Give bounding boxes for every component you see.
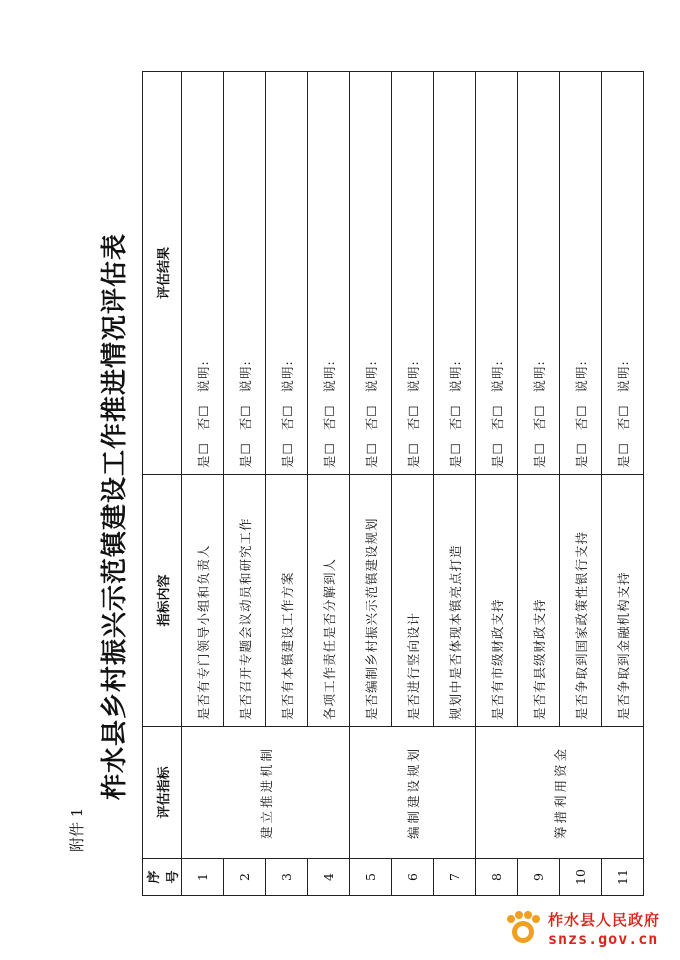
watermark-name: 柞水县人民政府 [548,911,661,929]
note-label: 说明: [447,360,463,393]
no-checkbox[interactable]: 否☐ [447,404,463,431]
no-checkbox[interactable]: 否☐ [573,404,589,431]
note-label: 说明: [279,360,295,393]
row-seq: 8 [476,859,518,896]
yes-checkbox[interactable]: 是☐ [321,442,337,468]
no-checkbox[interactable]: 否☐ [195,404,211,431]
yes-checkbox[interactable]: 是☐ [405,442,421,468]
evaluation-table-container [142,72,644,896]
yes-checkbox[interactable]: 是☐ [573,442,589,468]
note-label: 说明: [363,360,379,393]
no-checkbox[interactable]: 否☐ [489,404,505,431]
row-result [308,72,350,475]
row-seq: 10 [560,859,602,896]
header-category: 评估指标 [143,727,182,859]
note-label: 说明: [321,360,337,393]
yes-checkbox[interactable]: 是☐ [615,442,631,468]
row-indicator: 是否争取到金融机构支持 [602,475,644,727]
row-indicator: 是否有专门领导小组和负责人 [182,475,224,727]
row-result [266,72,308,475]
yes-checkbox[interactable]: 是☐ [489,442,505,468]
annex-label: 附件 1 [68,807,86,852]
row-result [224,72,266,475]
row-indicator: 是否进行竖向设计 [392,475,434,727]
row-result [518,72,560,475]
table-row [476,72,518,896]
row-indicator: 是否召开专题会议动员和研究工作 [224,475,266,727]
yes-checkbox[interactable]: 是☐ [195,442,211,468]
no-checkbox[interactable]: 否☐ [531,404,547,431]
yes-checkbox[interactable]: 是☐ [531,442,547,468]
no-checkbox[interactable]: 否☐ [237,404,253,431]
table-body [182,72,644,896]
no-checkbox[interactable]: 否☐ [615,404,631,431]
yes-checkbox[interactable]: 是☐ [447,442,463,468]
row-indicator: 各项工作责任是否分解到人 [308,475,350,727]
row-indicator: 是否有本镇建设工作方案 [266,475,308,727]
row-result [476,72,518,475]
row-category: 筹措利用资金 [476,727,644,859]
row-indicator: 是否有市级财政支持 [476,475,518,727]
row-category: 建立推进机制 [182,727,350,859]
evaluation-table [142,71,644,896]
note-label: 说明: [195,360,211,393]
row-seq: 6 [392,859,434,896]
no-checkbox[interactable]: 否☐ [321,404,337,431]
row-indicator: 是否争取到国家政策性银行支持 [560,475,602,727]
header-result: 评估结果 [143,72,182,475]
header-indicator: 指标内容 [143,475,182,727]
row-seq: 3 [266,859,308,896]
row-category: 编制建设规划 [350,727,476,859]
row-indicator: 是否编制乡村振兴示范镇建设规划 [350,475,392,727]
no-checkbox[interactable]: 否☐ [363,404,379,431]
row-seq: 2 [224,859,266,896]
row-seq: 7 [434,859,476,896]
row-indicator: 规划中是否体现本镇亮点打造 [434,475,476,727]
row-seq: 1 [182,859,224,896]
note-label: 说明: [615,360,631,393]
note-label: 说明: [237,360,253,393]
no-checkbox[interactable]: 否☐ [405,404,421,431]
row-result [350,72,392,475]
watermark-url: snzs.gov.cn [548,930,659,948]
yes-checkbox[interactable]: 是☐ [363,442,379,468]
row-seq: 9 [518,859,560,896]
table-row [350,72,392,896]
note-label: 说明: [489,360,505,393]
no-checkbox[interactable]: 否☐ [279,404,295,431]
row-result [392,72,434,475]
note-label: 说明: [531,360,547,393]
yes-checkbox[interactable]: 是☐ [279,442,295,468]
header-seq: 序号 [143,859,182,896]
row-seq: 4 [308,859,350,896]
row-result [602,72,644,475]
row-seq: 5 [350,859,392,896]
note-label: 说明: [405,360,421,393]
note-label: 说明: [573,360,589,393]
row-result [434,72,476,475]
row-result [560,72,602,475]
row-indicator: 是否有县级财政支持 [518,475,560,727]
row-seq: 11 [602,859,644,896]
document-title: 柞水县乡村振兴示范镇建设工作推进情况评估表 [100,232,130,800]
table-row [182,72,224,896]
yes-checkbox[interactable]: 是☐ [237,442,253,468]
table-header-row [143,72,182,896]
government-emblem-icon [505,910,541,948]
row-result [182,72,224,475]
